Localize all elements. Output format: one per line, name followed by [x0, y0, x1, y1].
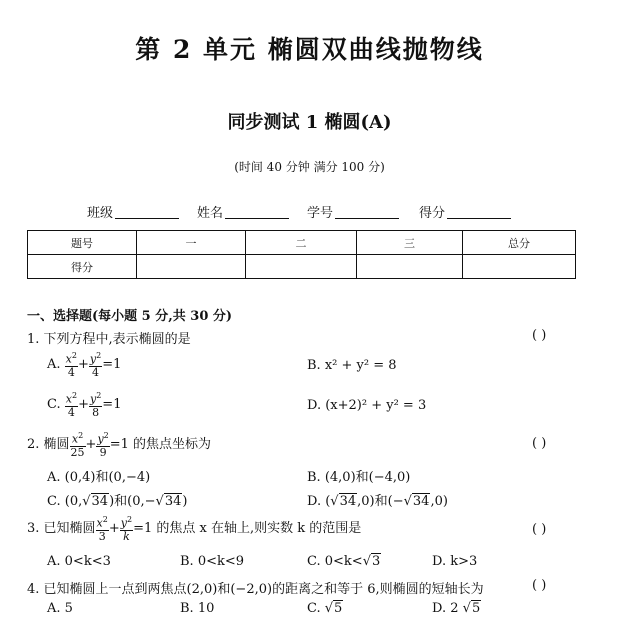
q1-stem: 1. 下列方程中,表示椭圆的是: [27, 332, 191, 347]
class-blank[interactable]: [115, 204, 179, 219]
info-number: 学号: [307, 202, 399, 221]
info-name: 姓名: [197, 202, 289, 221]
q2-option-a[interactable]: A. (0,4)和(0,−4): [47, 470, 151, 485]
test-title: 同步测试 1 椭圆(A): [227, 112, 392, 133]
q2-option-b[interactable]: B. (4,0)和(−4,0): [307, 470, 411, 485]
score-cell[interactable]: [463, 255, 576, 279]
score-header: 题号: [28, 231, 137, 255]
score-table: [27, 230, 576, 279]
score-cell[interactable]: [357, 255, 463, 279]
score-header: 二: [246, 231, 357, 255]
q4-option-d[interactable]: D. 2 √5: [432, 601, 481, 616]
q3-option-d[interactable]: D. k>3: [432, 554, 478, 569]
test-meta: (时间 40 分钟 满分 100 分): [234, 160, 385, 174]
section-heading: 一、选择题(每小题 5 分,共 30 分): [27, 309, 233, 324]
q3-option-b[interactable]: B. 0<k<9: [180, 554, 245, 569]
score-header: 总分: [463, 231, 576, 255]
score-header-row: [28, 231, 576, 255]
q3-stem: 3. 已知椭圆 $\frac{x^2}{3}$ + $\frac{y^2}{k}$ =1 的焦点 x 在轴上,则实数 k 的范围是: [27, 515, 362, 543]
q1-option-a[interactable]: A. $\frac{x^2}{4}$ + $\frac{y^2}{4}$ =1: [47, 351, 122, 379]
score-blank[interactable]: [447, 204, 511, 219]
name-blank[interactable]: [225, 204, 289, 219]
unit-title: 第 2 单元 椭圆双曲线抛物线: [135, 35, 484, 64]
q1-option-c[interactable]: C. $\frac{x^2}{4}$ + $\frac{y^2}{8}$ =1: [47, 391, 122, 419]
score-value-row: [28, 255, 576, 279]
q4-option-c[interactable]: C. √5: [307, 601, 343, 616]
q3-answer-paren[interactable]: ( ): [532, 522, 547, 537]
q2-stem: 2. 椭圆 $\frac{x^2}{25}$ + $\frac{y^2}{9}$ =1 的焦点坐标为: [27, 431, 212, 459]
q2-option-d[interactable]: D. (√34,0)和(−√34,0): [307, 494, 448, 509]
score-row-label: 得分: [28, 255, 137, 279]
q4-option-b[interactable]: B. 10: [180, 601, 215, 616]
score-header: 一: [137, 231, 246, 255]
q1-answer-paren[interactable]: ( ): [532, 328, 547, 343]
q1-option-b[interactable]: B. x² + y² = 8: [307, 358, 397, 373]
score-header: 三: [357, 231, 463, 255]
q3-option-a[interactable]: A. 0<k<3: [47, 554, 111, 569]
q1-option-d[interactable]: D. (x+2)² + y² = 3: [307, 398, 427, 413]
info-class: 班级: [87, 202, 179, 221]
q4-option-a[interactable]: A. 5: [47, 601, 73, 616]
score-cell[interactable]: [246, 255, 357, 279]
info-score: 得分: [419, 202, 511, 221]
q3-option-c[interactable]: C. 0<k<√3: [307, 554, 381, 569]
score-cell[interactable]: [137, 255, 246, 279]
q4-stem: 4. 已知椭圆上一点到两焦点(2,0)和(−2,0)的距离之和等于 6,则椭圆的短轴长为: [27, 582, 484, 597]
number-blank[interactable]: [335, 204, 399, 219]
q2-answer-paren[interactable]: ( ): [532, 436, 547, 451]
q4-answer-paren[interactable]: ( ): [532, 578, 547, 593]
q2-option-c[interactable]: C. (0,√34)和(0,−√34): [47, 494, 188, 509]
